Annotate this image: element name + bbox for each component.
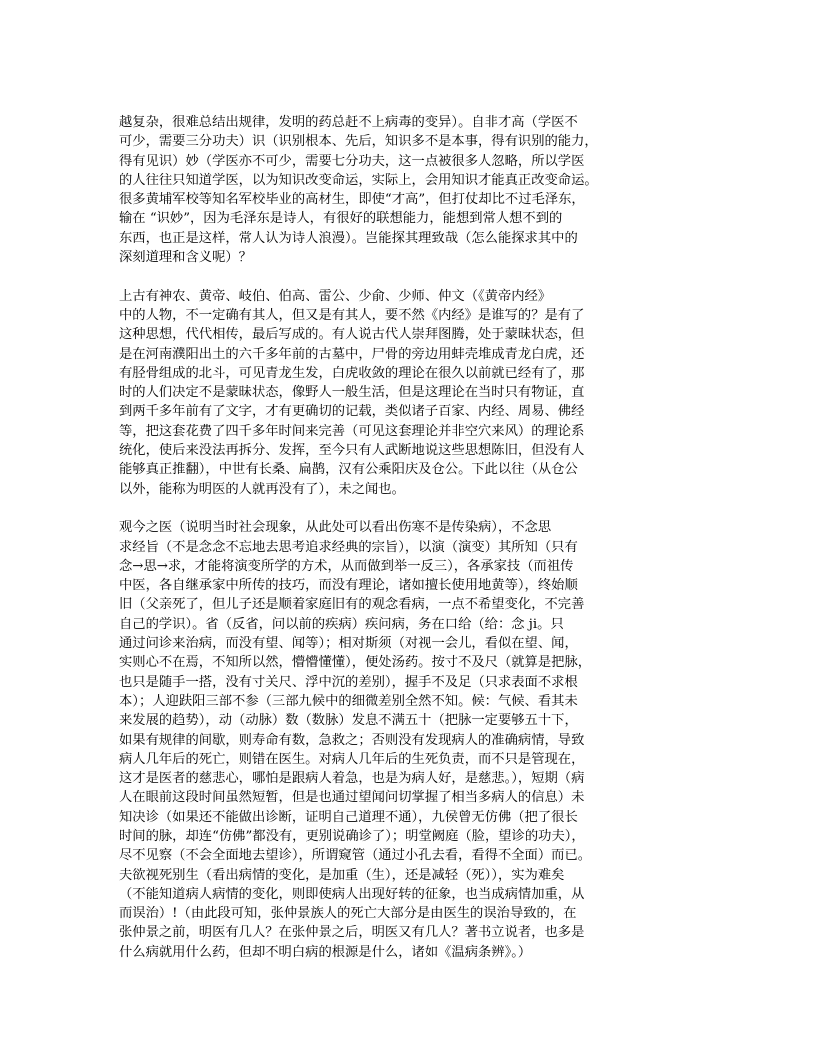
text-line: （不能知道病人病情的变化，则即使病人出现好转的征象，也当成病情加重，从 xyxy=(119,886,585,902)
text-line: 中医，各自继承家中所传的技巧，而没有理论，诸如擅长使用地黄等），终始顺 xyxy=(119,578,578,594)
text-line: 夫欲视死别生（看出病情的变化，是加重（生），还是减轻（死）），实为难矣 xyxy=(119,867,565,883)
paragraph-1 xyxy=(119,113,719,267)
text-line: 以外，能称为明医的人就再没有了），未之闻也。 xyxy=(119,481,405,497)
text-line: 如果有规律的间歇，则寿命有数，急救之；否则没有发现病人的准确病情，导致 xyxy=(119,732,585,748)
text-line: 通过问诊来治病，而没有望、闻等）；相对斯须（对视一会儿，看似在望、闻， xyxy=(119,636,578,652)
text-line: 观今之医（说明当时社会现象，从此处可以看出伤寒不是传染病），不念思 xyxy=(119,520,552,536)
text-line: 的人往往只知道学医，以为知识改变命运，实际上，会用知识才能真正改变命运。 xyxy=(119,172,598,188)
text-line: 人在眼前这段时间虽然短暂，但是也通过望闻问切掌握了相当多病人的信息）未 xyxy=(119,790,585,806)
paragraph-3 xyxy=(119,518,719,962)
text-line: 统化，使后来没法再拆分、发挥，至今只有人武断地说这些思想陈旧，但没有人 xyxy=(119,443,585,459)
text-line: 旧（父亲死了，但儿子还是顺着家庭旧有的观念看病，一点不希望变化，不完善 xyxy=(119,597,585,613)
text-line: 输在 “识妙”，因为毛泽东是诗人，有很好的联想能力，能想到常人想不到的 xyxy=(119,211,563,227)
text-line: 很多黄埔军校等知名军校毕业的高材生，即使“才高”，但打仗却比不过毛泽东， xyxy=(119,192,585,208)
text-line: 自己的学识）。省（反省，问以前的疾病）疾问病，务在口给（给：念 ji。只 xyxy=(119,616,564,632)
text-line: 尽不见察（不会全面地去望诊），所谓窥管（通过小孔去看，看得不全面）而已。 xyxy=(119,848,592,864)
text-line: 深刻道理和含义呢）？ xyxy=(119,250,252,266)
text-line: 等，把这套花费了四千多年时间来完善（可见这套理论并非空穴来风）的理论系 xyxy=(119,423,585,439)
text-line: 什么病就用什么药，但却不明白病的根源是什么，诸如《温病条辨》。） xyxy=(119,944,532,960)
text-line: 这种思想，代代相传，最后写成的。有人说古代人崇拜图腾，处于蒙昧状态，但 xyxy=(119,327,585,343)
document-page xyxy=(119,113,719,962)
paragraph-gap xyxy=(119,267,719,286)
text-line: 东西，也正是这样，常人认为诗人浪漫）。岂能探其理致哉（怎么能探求其中的 xyxy=(119,230,578,246)
text-line: 是在河南濮阳出土的六千多年前的古墓中，尸骨的旁边用蚌壳堆成青龙白虎，还 xyxy=(119,346,585,362)
text-line: 求经旨（不是念念不忘地去思考追求经典的宗旨），以演（演变）其所知（只有 xyxy=(119,539,578,555)
text-line: 有胫骨组成的北斗，可见青龙生发，白虎收敛的理论在很久以前就已经有了，那 xyxy=(119,365,585,381)
text-line: 越复杂，很难总结出规律，发明的药总赶不上病毒的变异）。自非才高（学医不 xyxy=(119,115,578,130)
text-line: 中的人物，不一定确有其人，但又是有其人，要不然《内经》是谁写的？是有了 xyxy=(119,307,585,323)
paragraph-2 xyxy=(119,287,719,499)
text-line: 也只是随手一搭，没有寸关尺、浮中沉的差别），握手不及足（只求表面不求根 xyxy=(119,674,578,690)
text-line: 这才是医者的慈悲心，哪怕是跟病人着急，也是为病人好，是慈悲。），短期（病 xyxy=(119,771,585,787)
text-line: 病人几年后的死亡，则错在医生。对病人几年后的生死负责，而不只是管现在， xyxy=(119,751,585,767)
text-line: 得有见识）妙（学医亦不可少，需要七分功夫，这一点被很多人忽略，所以学医 xyxy=(119,153,585,169)
text-line: 实则心不在焉，不知所以然，懵懵懂懂），便处汤药。按寸不及尺（就算是把脉， xyxy=(119,655,592,671)
text-line: 上古有神农、黄帝、岐伯、伯高、雷公、少俞、少师、仲文（《黄帝内经》 xyxy=(119,288,552,304)
text-line: 可少，需要三分功夫）识（识别根本、先后，知识多不是本事，得有识别的能力， xyxy=(119,134,598,150)
text-line: 知决诊（如果还不能做出诊断，证明自己道理不通），九侯曾无仿佛（把了很长 xyxy=(119,809,578,825)
text-line: 本）；人迎趺阳三部不参（三部九候中的细微差别全然不知。候：气候、看其未 xyxy=(119,693,578,709)
text-line: 张仲景之前，明医有几人？在张仲景之后，明医又有几人？著书立说者，也多是 xyxy=(119,925,585,941)
paragraph-gap xyxy=(119,499,719,518)
text-line: 念→思→求，才能将演变所学的方术，从而做到举一反三），各承家技（而祖传 xyxy=(119,558,574,574)
text-line: 能够真正推翻），中世有长桑、扁鹊，汉有公乘阳庆及仓公。下此以往（从仓公 xyxy=(119,462,578,478)
text-line: 到两千多年前有了文字，才有更确切的记载，类似诸子百家、内经、周易、佛经 xyxy=(119,404,585,420)
text-line: 来发展的趋势），动（动脉）数（数脉）发息不满五十（把脉一定要够五十下， xyxy=(119,713,578,729)
text-line: 时的人们决定不是蒙昧状态，像野人一般生活，但是这理论在当时只有物证，直 xyxy=(119,385,585,401)
text-line: 而误治）!（由此段可知，张仲景族人的死亡大部分是由医生的误治导致的，在 xyxy=(119,906,577,922)
text-line: 时间的脉，却连“仿佛”都没有，更别说确诊了）；明堂阙庭（脸，望诊的功夫）， xyxy=(119,828,585,844)
